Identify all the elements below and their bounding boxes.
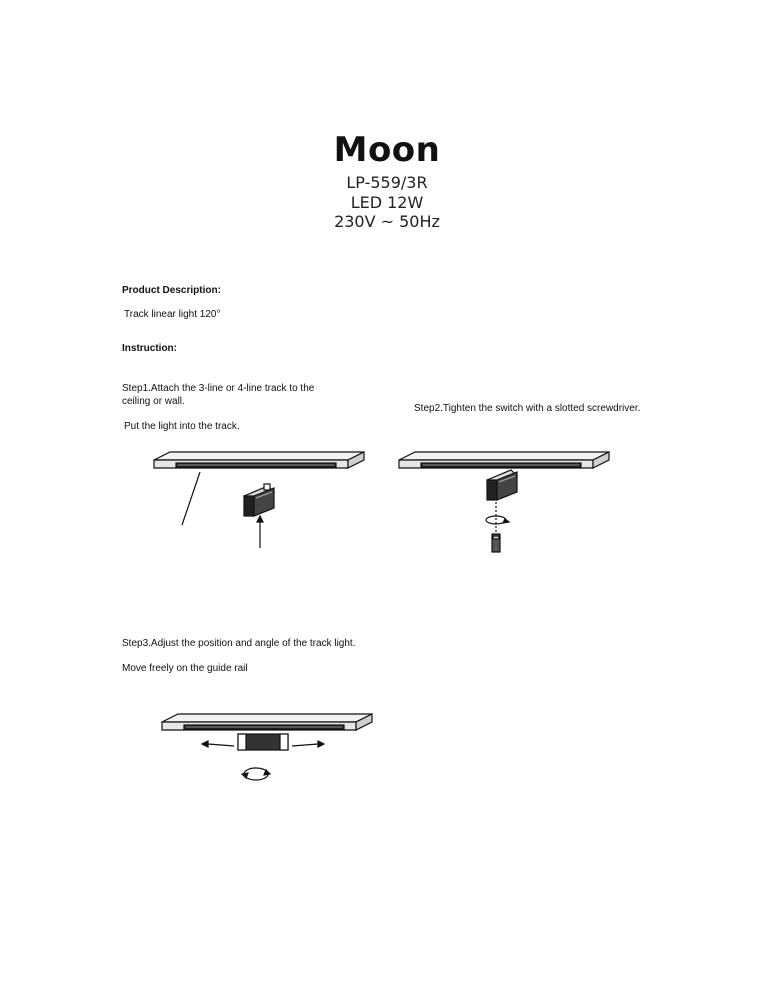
step1-text	[122, 382, 314, 408]
model-number: LP-559/3R	[346, 173, 428, 192]
step1-line2: ceiling or wall.	[122, 396, 185, 407]
step3-illustration	[158, 712, 378, 792]
instruction-heading: Instruction:	[122, 343, 177, 354]
step3-text: Step3.Adjust the position and angle of the track light.	[122, 638, 356, 649]
step2-illustration	[395, 450, 615, 560]
voltage-rating: 230V ~ 50Hz	[334, 212, 440, 231]
power-rating: LED 12W	[350, 193, 424, 212]
product-name: Moon	[333, 130, 441, 170]
step1-illustration	[150, 450, 370, 560]
step1-line1: Step1.Attach the 3-line or 4-line track to the	[122, 383, 315, 394]
description-heading: Product Description:	[122, 285, 221, 296]
description-text: Track linear light 120°	[124, 309, 221, 320]
step1-subtext: Put the light into the track.	[124, 421, 240, 432]
step2-text: Step2.Tighten the switch with a slotted screwdriver.	[414, 403, 641, 414]
step3-subtext: Move freely on the guide rail	[122, 663, 248, 674]
